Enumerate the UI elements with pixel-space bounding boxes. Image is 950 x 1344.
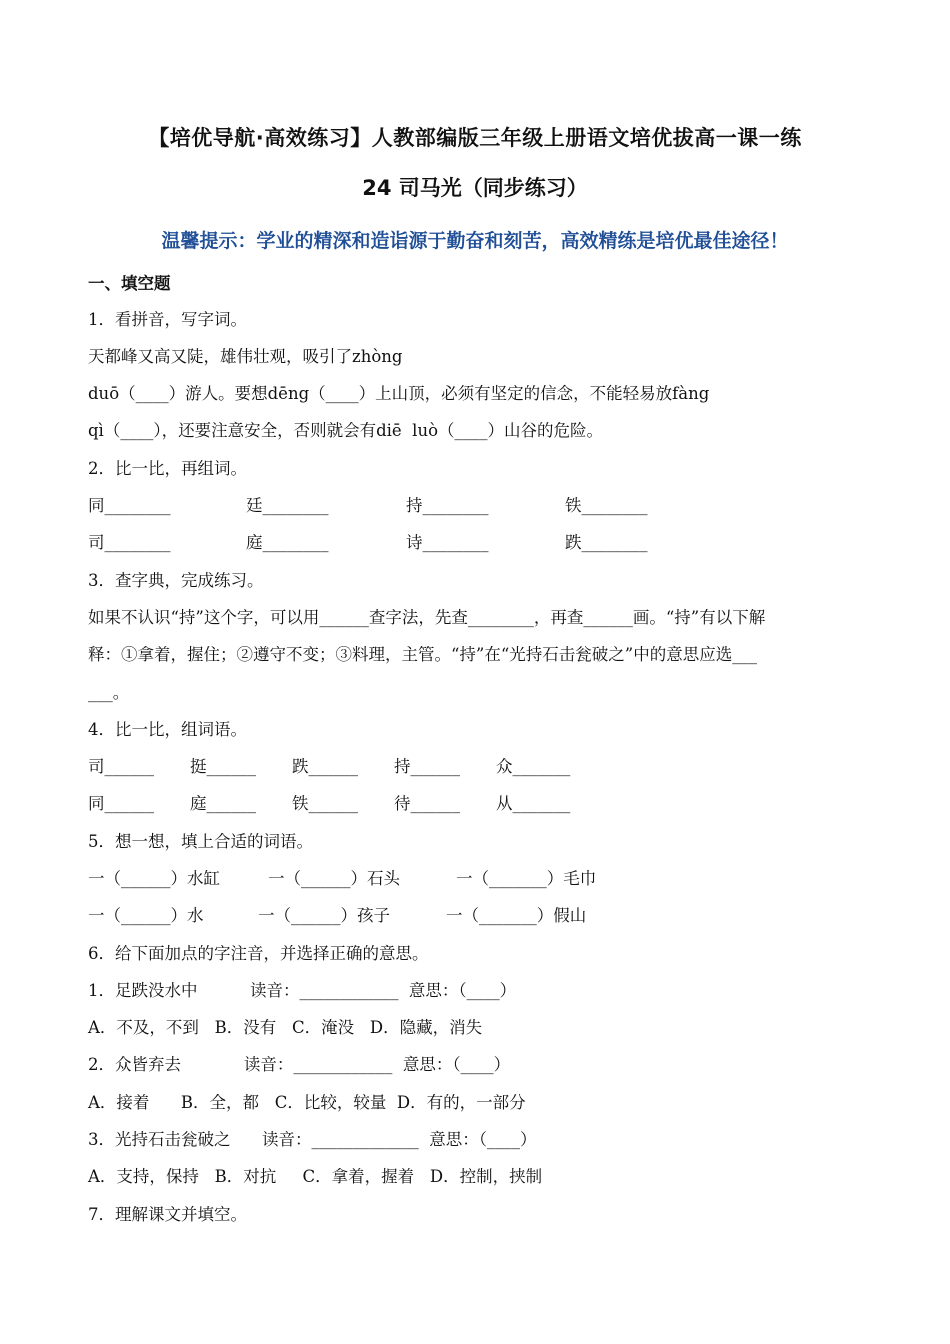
q1-line-2: duō（____）游人。要想dēng（____）上山顶，必须有坚定的信念，不能轻易放fàng <box>88 384 710 403</box>
q6-options-2: A．接着 B．全，都 C．比较，较量 D．有的，一部分 <box>88 1093 526 1112</box>
q4-item: 跌______ <box>292 757 358 776</box>
document-title: 【培优导航·高效练习】人教部编版三年级上册语文培优拔高一课一练 <box>148 126 802 150</box>
q2-item: 司________ <box>88 533 171 552</box>
q4-item: 铁______ <box>292 794 358 813</box>
q2-item: 同________ <box>88 496 171 515</box>
tip-banner: 温馨提示：学业的精深和造诣源于勤奋和刻苦，高效精练是培优最佳途径！ <box>161 230 789 252</box>
q5-item: 一（_______）假山 <box>446 906 587 925</box>
q2-item: 庭________ <box>246 533 329 552</box>
q5-item: 一（______）孩子 <box>258 906 390 925</box>
q4-item: 众_______ <box>496 757 571 776</box>
q5-item: 一（______）石头 <box>268 869 400 888</box>
q2-title: 2．比一比，再组词。 <box>88 459 247 478</box>
q2-item: 铁________ <box>565 496 648 515</box>
q5-item: 一（______）水缸 <box>88 869 220 888</box>
q6-title: 6．给下面加点的字注音，并选择正确的意思。 <box>88 944 429 963</box>
q2-item: 持________ <box>406 496 489 515</box>
q5-item: 一（______）水 <box>88 906 204 925</box>
q1-line-1: 天都峰又高又陡，雄伟壮观，吸引了zhòng <box>88 347 403 366</box>
section-heading: 一、填空题 <box>88 274 171 293</box>
q2-item: 跌________ <box>565 533 648 552</box>
q5-item: 一（_______）毛巾 <box>456 869 597 888</box>
q4-item: 待______ <box>394 794 460 813</box>
q5-title: 5．想一想，填上合适的词语。 <box>88 832 313 851</box>
q1-line-3: qì（____），还要注意安全，否则就会有diē luò（____）山谷的危险。 <box>88 421 604 440</box>
q3-title: 3．查字典，完成练习。 <box>88 571 264 590</box>
q3-line-3: ___。 <box>88 683 130 702</box>
q6-item-3: 3．光持石击瓮破之 读音：_____________ 意思：（____） <box>88 1130 537 1149</box>
q3-line-1: 如果不认识“持”这个字，可以用______查字法，先查________，再查______画。“持”有以下解 <box>88 608 766 627</box>
q7-title: 7．理解课文并填空。 <box>88 1205 247 1224</box>
q4-title: 4．比一比，组词语。 <box>88 720 247 739</box>
q2-item: 廷________ <box>246 496 329 515</box>
q6-options-1: A．不及，不到 B．没有 C．淹没 D．隐藏，消失 <box>88 1018 483 1037</box>
q4-item: 司______ <box>88 757 154 776</box>
q6-item-1: 1．足跌没水中 读音：____________ 意思：（____） <box>88 981 517 1000</box>
q6-item-2: 2．众皆弃去 读音：____________ 意思：（____） <box>88 1055 511 1074</box>
q4-item: 挺______ <box>190 757 256 776</box>
q4-item: 庭______ <box>190 794 256 813</box>
q6-options-3: A．支持，保持 B．对抗 C．拿着，握着 D．控制，挟制 <box>88 1167 543 1186</box>
q4-item: 同______ <box>88 794 154 813</box>
q2-item: 诗________ <box>406 533 489 552</box>
q4-item: 从_______ <box>496 794 571 813</box>
q3-line-2: 释：①拿着，握住；②遵守不变；③料理，主管。“持”在“光持石击瓮破之”中的意思应选___ <box>88 645 757 664</box>
lesson-title: 24 司马光（同步练习） <box>362 176 588 200</box>
q1-title: 1．看拼音，写字词。 <box>88 310 247 329</box>
q4-item: 持______ <box>394 757 460 776</box>
